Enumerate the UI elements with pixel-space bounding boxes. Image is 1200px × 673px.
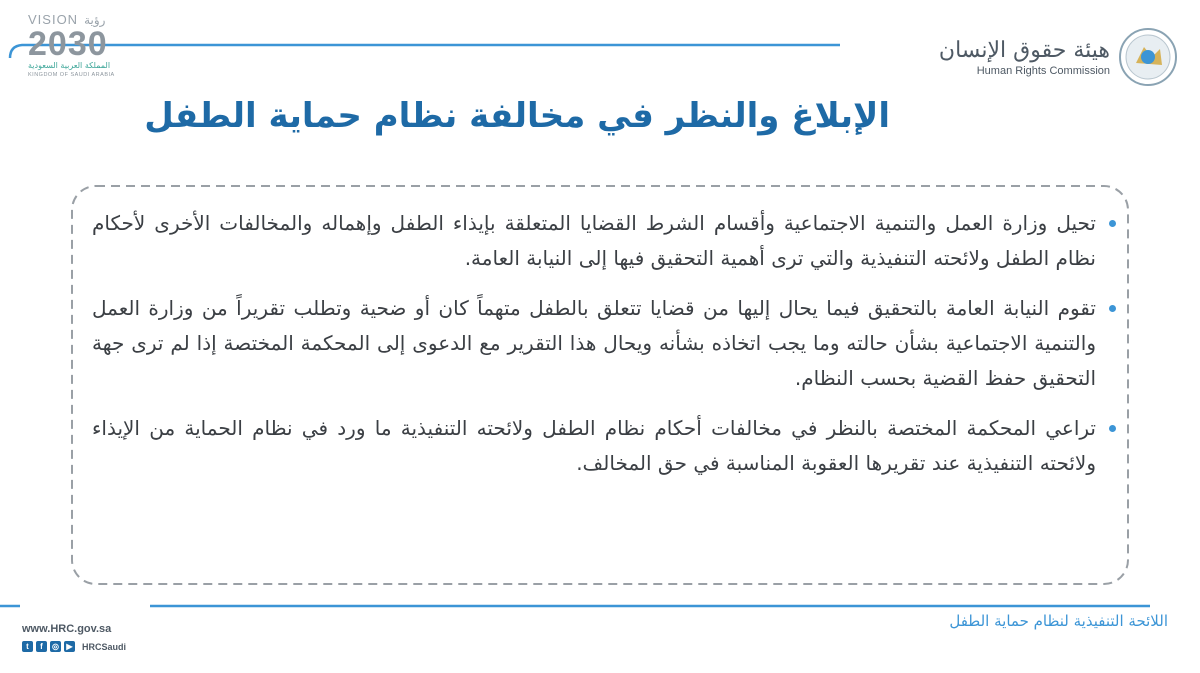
- vision-subtitle-en: KINGDOM OF SAUDI ARABIA: [28, 72, 115, 78]
- list-item: [92, 411, 1096, 481]
- hrc-name-en: Human Rights Commission: [976, 65, 1110, 77]
- page-title: الإبلاغ والنظر في مخالفة نظام حماية الطفل: [144, 96, 890, 136]
- bullet-icon: [1109, 425, 1116, 432]
- website-link[interactable]: www.HRC.gov.sa: [22, 623, 112, 635]
- footer-caption: اللائحة التنفيذية لنظام حماية الطفل: [949, 612, 1168, 630]
- point-text: تحيل وزارة العمل والتنمية الاجتماعية وأقسام الشرط القضايا المتعلقة بإيذاء الطفل وإهماله والمخالفات الأخرى لأحكام نظام الطفل ولائحته التنفيذية والتي ترى أهمية التحقيق فيها إلى النيابة العامة.: [92, 211, 1096, 270]
- facebook-icon[interactable]: f: [36, 641, 47, 652]
- instagram-icon[interactable]: ◎: [50, 641, 61, 652]
- vision-word: VISION: [28, 12, 79, 27]
- vision-subtitle-ar: المملكة العربية السعودية: [28, 61, 111, 70]
- point-text: تقوم النيابة العامة بالتحقيق فيما يحال إليها من قضايا تتعلق بالطفل متهماً كان أو ضحية وتطلب تقريراً من وزارة العمل والتنمية الاجتماعية بشأن حالته وما يجب اتخاذه بشأنه ويحال هذا التقرير مع الدعوى إلى المحكمة المختصة إذا لم ترى جهة التحقيق حفظ القضية بحسب النظام.: [92, 296, 1096, 390]
- vision-year: 2030: [28, 25, 108, 63]
- bullet-icon: [1109, 305, 1116, 312]
- points-list: [92, 206, 1120, 481]
- youtube-icon[interactable]: ▶: [64, 641, 75, 652]
- social-links: [22, 641, 126, 652]
- social-handle: HRCSaudi: [82, 641, 127, 652]
- list-item: [92, 206, 1096, 276]
- twitter-icon[interactable]: t: [22, 641, 33, 652]
- list-item: [92, 291, 1096, 396]
- hrc-name-ar: هيئة حقوق الإنسان: [938, 38, 1110, 63]
- point-text: تراعي المحكمة المختصة بالنظر في مخالفات أحكام نظام الطفل ولائحته التنفيذية ما ورد في نظام الحماية من الإيذاء ولائحته التنفيذية عند تقريرها العقوبة المناسبة في حق المخالف.: [92, 416, 1096, 475]
- vision-2030-logo: [28, 12, 138, 82]
- vision-arabic-word: رؤية: [84, 12, 106, 27]
- bullet-icon: [1109, 220, 1116, 227]
- hrc-emblem-icon: [1118, 27, 1178, 87]
- hrc-logo: [939, 24, 1178, 90]
- content-box: [92, 206, 1120, 566]
